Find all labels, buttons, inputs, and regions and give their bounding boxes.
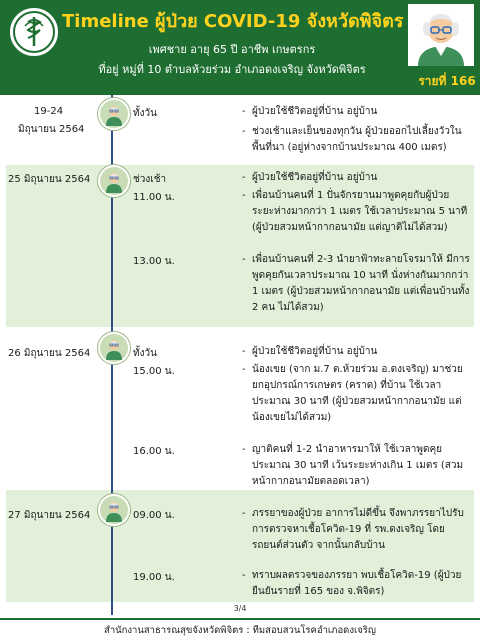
ministry-logo-icon bbox=[8, 6, 60, 58]
event-item: - ญาติคนที่ 1-2 นำอาหารมาให้ ใช้เวลาพูดคุยประมาณ 30 นาที เว้นระยะห่างเกิน 1 เมตร (สวมหน้ากากอนามัยตลอดเวลา) bbox=[242, 444, 464, 487]
entry-date: 27 มิถุนายน 2564 bbox=[8, 510, 91, 521]
case-number-badge: รายที่ 166 bbox=[418, 74, 476, 88]
event-item: - ภรรยาของผู้ป่วย อาการไม่ดีขึ้น จึงพาภรรยาไปรับการตรวจหาเชื้อโควิด-19 ที่ รพ.ดงเจริญ โดยรถยนต์ส่วนตัว จากนั้นกลับบ้าน bbox=[242, 508, 464, 551]
event-item: - ทราบผลตรวจของภรรยา พบเชื้อโควิด-19 (ผู้ป่วยยืนยันรายที่ 165 ของ จ.พิจิตร) bbox=[242, 570, 462, 597]
entry-time: ทั้งวัน bbox=[133, 348, 157, 359]
patient-info: เพศชาย อายุ 65 ปี อาชีพ เกษตรกร bbox=[148, 43, 316, 56]
entry-date: 19-24 bbox=[34, 106, 64, 117]
event-item: - ผู้ป่วยใช้ชีวิตอยู่ที่บ้าน อยู่บ้าน bbox=[242, 172, 378, 183]
entry-time: 11.00 น. bbox=[133, 192, 175, 203]
person-node-icon bbox=[98, 165, 130, 197]
entry-time: 09.00 น. bbox=[133, 510, 175, 521]
entry-time: 15.00 น. bbox=[133, 366, 175, 377]
person-node-icon bbox=[98, 494, 130, 526]
entry-time: ทั้งวัน bbox=[133, 108, 157, 119]
event-item: - ผู้ป่วยใช้ชีวิตอยู่ที่บ้าน อยู่บ้าน bbox=[242, 106, 378, 117]
entry-date: มิถุนายน 2564 bbox=[18, 124, 85, 135]
entry-time: 16.00 น. bbox=[133, 446, 175, 457]
footer bbox=[0, 618, 480, 642]
page-title: Timeline ผู้ป่วย COVID-19 จังหวัดพิจิตร bbox=[62, 11, 404, 32]
entry-date: 25 มิถุนายน 2564 bbox=[8, 174, 91, 185]
header-banner bbox=[0, 0, 480, 95]
event-item: - น้องเขย (จาก ม.7 ต.ห้วยร่วม อ.ดงเจริญ) มาช่วยยกอุปกรณ์การเกษตร (คราด) ที่บ้าน ใช้เวลาประมาณ 30 นาที (ผู้ป่วยสวมหน้ากากอนามัย แต่น้องเขยไม่ได้สวม) bbox=[242, 364, 463, 423]
event-item: - ผู้ป่วยใช้ชีวิตอยู่ที่บ้าน อยู่บ้าน bbox=[242, 346, 378, 357]
entry-time: ช่วงเช้า bbox=[133, 174, 167, 185]
entry-date: 26 มิถุนายน 2564 bbox=[8, 348, 91, 359]
footer-text: สำนักงานสาธารณสุขจังหวัดพิจิตร : ทีมสอบสวนโรคอำเภอดงเจริญ bbox=[104, 625, 376, 636]
person-node-icon bbox=[98, 332, 130, 364]
patient-address: ที่อยู่ หมู่ที่ 10 ตำบลห้วยร่วม อำเภอดงเจริญ จังหวัดพิจิตร bbox=[98, 63, 366, 76]
entry-time: 19.00 น. bbox=[133, 572, 175, 583]
event-item: - ช่วงเช้าและเย็นของทุกวัน ผู้ป่วยออกไปเลี้ยงวัวในพื้นที่นา (อยู่ห่างจากบ้านประมาณ 400 เมตร) bbox=[242, 126, 462, 153]
person-node-icon bbox=[98, 98, 130, 130]
page-number: 3/4 bbox=[233, 604, 247, 613]
entry-time: 13.00 น. bbox=[133, 256, 175, 267]
event-item: - เพื่อนบ้านคนที่ 1 ปั่นจักรยานมาพูดคุยกับผู้ป่วย ระยะห่างมากกว่า 1 เมตร ใช้เวลาประมาณ 5 นาที (ผู้ป่วยสวมหน้ากากอนามัย แต่ญาติไม่ได้สวม) bbox=[242, 190, 468, 233]
event-item: - เพื่อนบ้านคนที่ 2-3 นำยาฟ้าทะลายโจรมาให้ มีการพูดคุยกันเวลาประมาณ 10 นาที นั่งห่างกันมากกว่า 1 เมตร (ผู้ป่วยสวมหน้ากากอนามัย แต่เพื่อนบ้านทั้ง 2 คน ไม่ได้สวม) bbox=[242, 254, 470, 313]
elderly-man-avatar-icon bbox=[408, 4, 474, 66]
